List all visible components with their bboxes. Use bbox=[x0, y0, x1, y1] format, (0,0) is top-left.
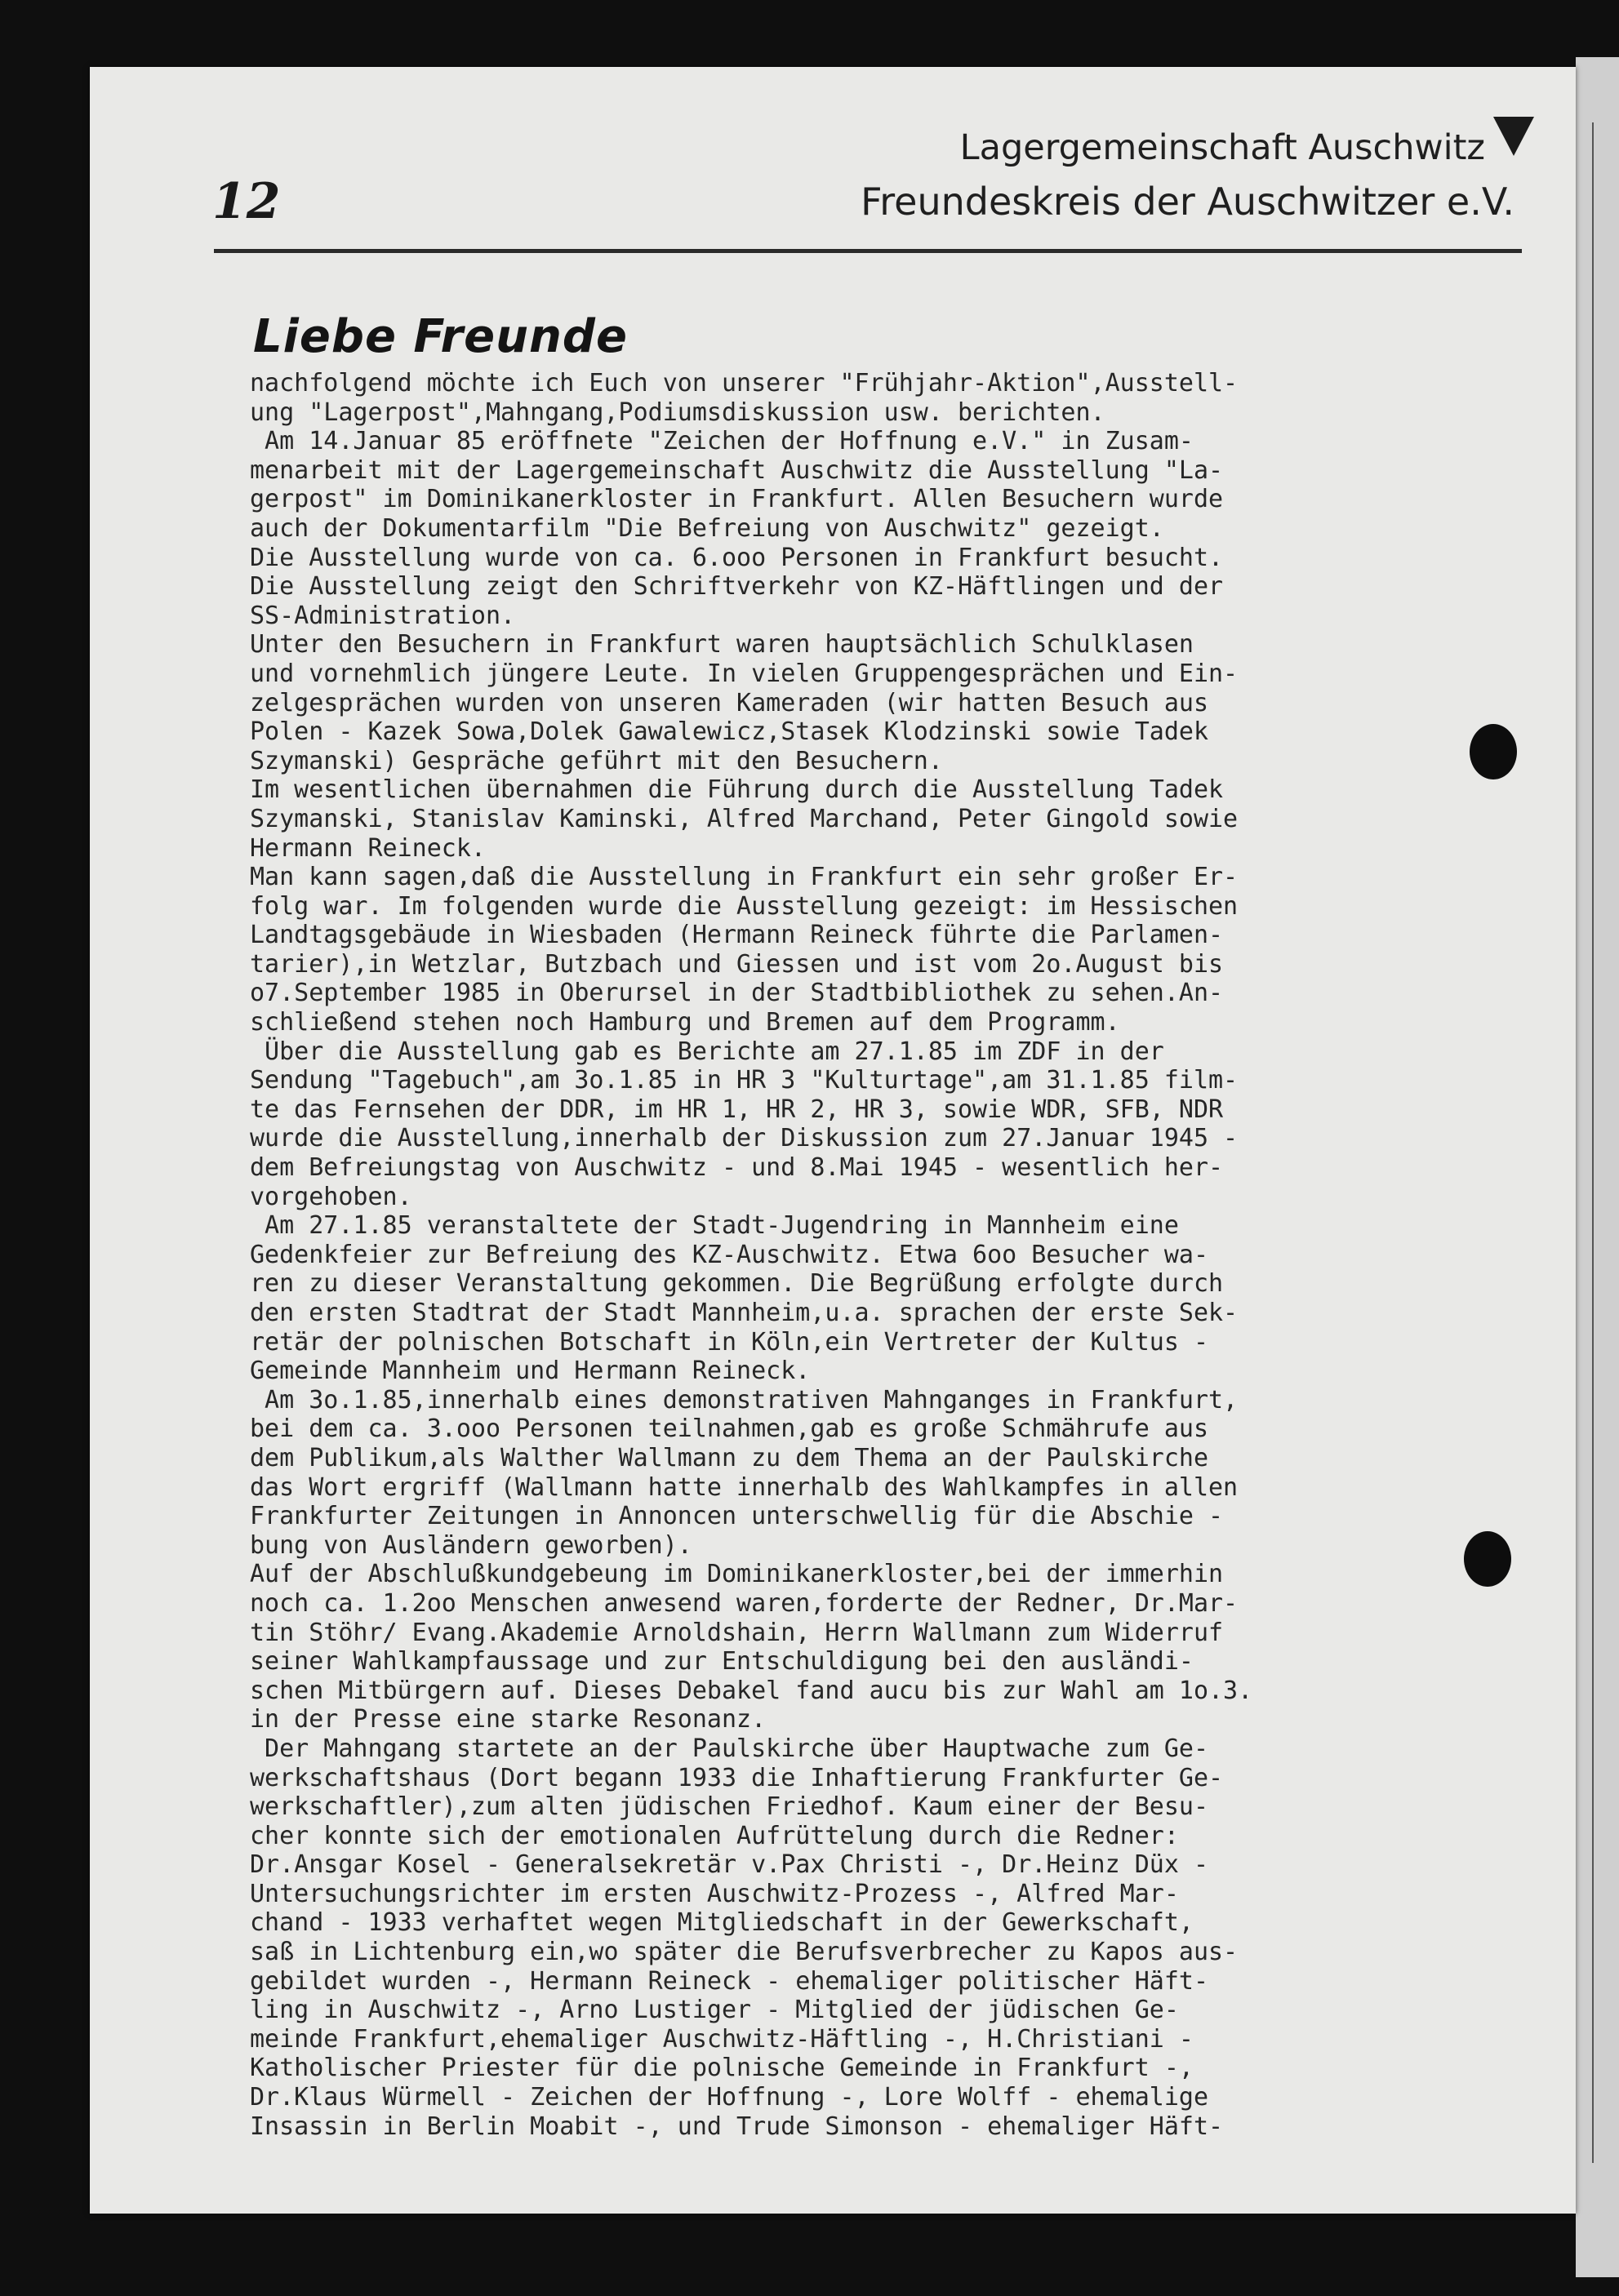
text-line: Die Ausstellung zeigt den Schriftverkehr von KZ-Häftlingen und der bbox=[250, 572, 1224, 602]
text-line: Frankfurter Zeitungen in Annoncen unterschwellig für die Abschie - bbox=[250, 1502, 1224, 1531]
text-line: Landtagsgebäude in Wiesbaden (Hermann Reineck führte die Parlamen- bbox=[250, 921, 1224, 950]
text-line: wurde die Ausstellung,innerhalb der Diskussion zum 27.Januar 1945 - bbox=[250, 1124, 1239, 1153]
punch-hole bbox=[1470, 724, 1517, 779]
text-line: Auf der Abschlußkundgebeung im Dominikanerkloster,bei der immerhin bbox=[250, 1560, 1224, 1589]
text-line: ren zu dieser Veranstaltung gekommen. Die Begrüßung erfolgte durch bbox=[250, 1269, 1224, 1299]
text-line: Am 3o.1.85,innerhalb eines demonstrativen Mahnganges in Frankfurt, bbox=[250, 1385, 1239, 1414]
text-line: ling in Auschwitz -, Arno Lustiger - Mitglied der jüdischen Ge- bbox=[250, 1996, 1179, 2025]
text-line: saß in Lichtenburg ein,wo später die Berufsverbrecher zu Kapos aus- bbox=[250, 1938, 1239, 1967]
text-line: Dr.Ansgar Kosel - Generalsekretär v.Pax Christi -, Dr.Heinz Düx - bbox=[250, 1850, 1208, 1880]
header-divider bbox=[214, 249, 1522, 253]
triangle-logo-icon bbox=[1493, 117, 1534, 156]
text-line: ung "Lagerpost",Mahngang,Podiumsdiskussion usw. berichten. bbox=[250, 397, 1105, 427]
text-line: folg war. Im folgenden wurde die Ausstellung gezeigt: im Hessischen bbox=[250, 891, 1239, 921]
text-line: Dr.Klaus Würmell - Zeichen der Hoffnung -, Lore Wolff - ehemalige bbox=[250, 2083, 1208, 2112]
text-line: das Wort ergriff (Wallmann hatte innerhalb des Wahlkampfes in allen bbox=[250, 1472, 1239, 1502]
text-line: den ersten Stadtrat der Stadt Mannheim,u.a. sprachen der erste Sek- bbox=[250, 1299, 1239, 1327]
text-line: Untersuchungsrichter im ersten Auschwitz-Prozess -, Alfred Mar- bbox=[250, 1879, 1179, 1908]
text-line: Hermann Reineck. bbox=[250, 833, 486, 863]
text-line: chand - 1933 verhaftet wegen Mitgliedschaft in der Gewerkschaft, bbox=[250, 1908, 1194, 1938]
organization-subtitle: Freundeskreis der Auschwitzer e.V. bbox=[861, 180, 1514, 224]
text-line: und vornehmlich jüngere Leute. In vielen Gruppengesprächen und Ein- bbox=[250, 659, 1239, 688]
text-line: Katholischer Priester für die polnische Gemeinde in Frankfurt -, bbox=[250, 2054, 1194, 2083]
text-line: o7.September 1985 in Oberursel in der Stadtbibliothek zu sehen.An- bbox=[250, 979, 1224, 1008]
text-line: SS-Administration. bbox=[250, 601, 516, 630]
organization-name: Lagergemeinschaft Auschwitz bbox=[959, 127, 1485, 168]
text-line: auch der Dokumentarfilm "Die Befreiung von Auschwitz" gezeigt. bbox=[250, 513, 1164, 543]
text-line: retär der polnischen Botschaft in Köln,ein Vertreter der Kultus - bbox=[250, 1327, 1208, 1357]
text-line: gerpost" im Dominikanerkloster in Frankfurt. Allen Besuchern wurde bbox=[250, 485, 1224, 514]
text-line: noch ca. 1.2oo Menschen anwesend waren,forderte der Redner, Dr.Mar- bbox=[250, 1588, 1239, 1618]
text-line: vorgehoben. bbox=[250, 1182, 412, 1211]
text-line: Im wesentlichen übernahmen die Führung durch die Ausstellung Tadek bbox=[250, 775, 1224, 805]
text-line: Am 27.1.85 veranstaltete der Stadt-Jugendring in Mannheim eine bbox=[250, 1211, 1179, 1241]
text-line: menarbeit mit der Lagergemeinschaft Auschwitz die Ausstellung "La- bbox=[250, 455, 1224, 485]
text-line: Man kann sagen,daß die Ausstellung in Frankfurt ein sehr großer Er- bbox=[250, 863, 1239, 892]
text-line: Der Mahngang startete an der Paulskirche über Hauptwache zum Ge- bbox=[250, 1734, 1208, 1763]
text-line: Über die Ausstellung gab es Berichte am 27.1.85 im ZDF in der bbox=[250, 1037, 1164, 1066]
text-line: gebildet wurden -, Hermann Reineck - ehemaliger politischer Häft- bbox=[250, 1966, 1208, 1996]
article-body bbox=[250, 369, 1426, 2141]
text-line: schließend stehen noch Hamburg und Bremen auf dem Programm. bbox=[250, 1008, 1120, 1037]
text-line: nachfolgend möchte ich Euch von unserer "Frühjahr-Aktion",Ausstell- bbox=[250, 369, 1239, 397]
organization-header bbox=[861, 122, 1514, 230]
text-line: Sendung "Tagebuch",am 3o.1.85 in HR 3 "Kulturtage",am 31.1.85 film- bbox=[250, 1066, 1239, 1095]
article-title: Liebe Freunde bbox=[253, 310, 628, 363]
text-line: dem Befreiungstag von Auschwitz - und 8.Mai 1945 - wesentlich her- bbox=[250, 1153, 1224, 1183]
text-line: cher konnte sich der emotionalen Aufrüttelung durch die Redner: bbox=[250, 1821, 1179, 1850]
text-line: seiner Wahlkampfaussage und zur Entschuldigung bei den ausländi- bbox=[250, 1647, 1194, 1676]
text-line: meinde Frankfurt,ehemaliger Auschwitz-Häftling -, H.Christiani - bbox=[250, 2024, 1194, 2054]
text-line: Polen - Kazek Sowa,Dolek Gawalewicz,Stasek Klodzinski sowie Tadek bbox=[250, 717, 1208, 747]
text-line: werkschaftler),zum alten jüdischen Friedhof. Kaum einer der Besu- bbox=[250, 1792, 1208, 1822]
text-line: Gedenkfeier zur Befreiung des KZ-Auschwitz. Etwa 6oo Besucher wa- bbox=[250, 1240, 1208, 1269]
text-line: Szymanski, Stanislav Kaminski, Alfred Marchand, Peter Gingold sowie bbox=[250, 804, 1239, 833]
text-line: werkschaftshaus (Dort begann 1933 die Inhaftierung Frankfurter Ge- bbox=[250, 1763, 1224, 1792]
punch-hole bbox=[1464, 1531, 1511, 1587]
text-line: dem Publikum,als Walther Wallmann zu dem Thema an der Paulskirche bbox=[250, 1443, 1208, 1472]
text-line: Am 14.Januar 85 eröffnete "Zeichen der Hoffnung e.V." in Zusam- bbox=[250, 427, 1194, 456]
text-line: bei dem ca. 3.ooo Personen teilnahmen,gab es große Schmährufe aus bbox=[250, 1414, 1208, 1444]
text-line: tarier),in Wetzlar, Butzbach und Giessen und ist vom 2o.August bis bbox=[250, 949, 1224, 979]
text-line: tin Stöhr/ Evang.Akademie Arnoldshain, Herrn Wallmann zum Widerruf bbox=[250, 1618, 1224, 1647]
text-line: Gemeinde Mannheim und Hermann Reineck. bbox=[250, 1357, 811, 1386]
text-line: Unter den Besuchern in Frankfurt waren hauptsächlich Schulklasen bbox=[250, 630, 1194, 659]
page-number: 12 bbox=[212, 173, 281, 230]
text-line: in der Presse eine starke Resonanz. bbox=[250, 1705, 767, 1734]
text-line: Insassin in Berlin Moabit -, und Trude Simonson - ehemaliger Häft- bbox=[250, 2112, 1224, 2141]
adjacent-page-edge bbox=[1576, 57, 1619, 2277]
text-line: schen Mitbürgern auf. Dieses Debakel fand aucu bis zur Wahl am 1o.3. bbox=[250, 1676, 1253, 1705]
text-line: te das Fernsehen der DDR, im HR 1, HR 2, HR 3, sowie WDR, SFB, NDR bbox=[250, 1095, 1224, 1124]
text-line: zelgesprächen wurden von unseren Kameraden (wir hatten Besuch aus bbox=[250, 688, 1208, 717]
text-line: Die Ausstellung wurde von ca. 6.ooo Personen in Frankfurt besucht. bbox=[250, 543, 1224, 572]
text-line: Szymanski) Gespräche geführt mit den Besuchern. bbox=[250, 746, 943, 775]
binder-edge bbox=[1592, 122, 1594, 2163]
text-line: bung von Ausländern geworben). bbox=[250, 1530, 692, 1560]
